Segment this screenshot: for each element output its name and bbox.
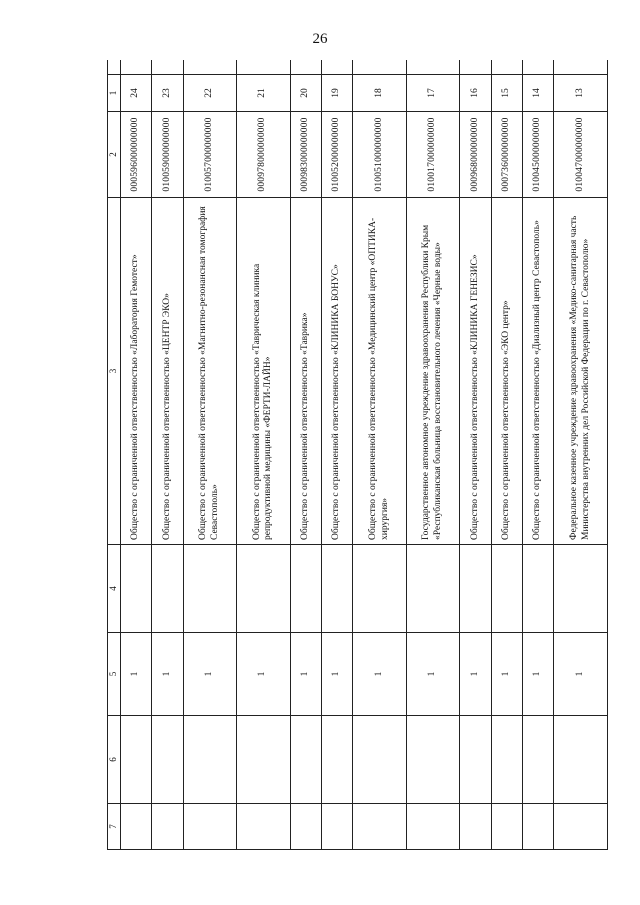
row-col-4 bbox=[152, 545, 183, 633]
table-row bbox=[237, 60, 290, 850]
row-organization-name: Федеральное казенное учреждение здравоохранения «Медико-санитарная часть Министерства внутренних дел Российской Федерации по г. Севастополю» bbox=[554, 198, 608, 545]
row-col-4 bbox=[523, 545, 554, 633]
row-col-7 bbox=[460, 804, 491, 850]
row-code: 010017000000000 bbox=[406, 112, 459, 198]
header-col-3: 3 bbox=[108, 198, 121, 545]
row-organization-name: Общество с ограниченной ответственностью «Таврическая клиника репродуктивной медицины «ФЕРТИ-ЛАЙН» bbox=[237, 198, 290, 545]
table-row bbox=[290, 60, 321, 850]
row-number: 16 bbox=[460, 75, 491, 112]
row-col-5: 1 bbox=[353, 633, 406, 716]
page-number: 26 bbox=[312, 31, 328, 47]
row-code: 010045000000000 bbox=[523, 112, 554, 198]
header-col-4: 4 bbox=[108, 545, 121, 633]
row-col-7 bbox=[491, 804, 522, 850]
row-spacer bbox=[152, 60, 183, 75]
table-row bbox=[322, 60, 353, 850]
row-col-4 bbox=[460, 545, 491, 633]
row-col-5: 1 bbox=[460, 633, 491, 716]
row-col-5: 1 bbox=[183, 633, 236, 716]
row-code: 010059000000000 bbox=[152, 112, 183, 198]
row-number: 15 bbox=[491, 75, 522, 112]
row-col-6 bbox=[290, 716, 321, 804]
row-col-6 bbox=[406, 716, 459, 804]
row-spacer bbox=[460, 60, 491, 75]
row-col-7 bbox=[290, 804, 321, 850]
organizations-table bbox=[107, 60, 608, 850]
landscape-table-container bbox=[107, 60, 608, 850]
row-col-5: 1 bbox=[322, 633, 353, 716]
rotated-table-frame bbox=[107, 60, 608, 850]
row-organization-name: Общество с ограниченной ответственностью «КЛИНИКА ГЕНЕЗИС» bbox=[460, 198, 491, 545]
row-col-5: 1 bbox=[152, 633, 183, 716]
row-code: 000736000000000 bbox=[491, 112, 522, 198]
row-col-6 bbox=[554, 716, 608, 804]
row-code: 000978000000000 bbox=[237, 112, 290, 198]
header-spacer bbox=[108, 60, 121, 75]
table-header-row bbox=[108, 60, 121, 850]
row-col-6 bbox=[322, 716, 353, 804]
row-col-6 bbox=[237, 716, 290, 804]
row-spacer bbox=[322, 60, 353, 75]
row-organization-name: Общество с ограниченной ответственностью «Лаборатория Гемотест» bbox=[121, 198, 152, 545]
row-spacer bbox=[237, 60, 290, 75]
row-code: 000968000000000 bbox=[460, 112, 491, 198]
row-organization-name: Общество с ограниченной ответственностью «ЦЕНТР ЭКО» bbox=[152, 198, 183, 545]
row-spacer bbox=[353, 60, 406, 75]
row-spacer bbox=[183, 60, 236, 75]
row-col-4 bbox=[406, 545, 459, 633]
row-col-4 bbox=[554, 545, 608, 633]
table-row bbox=[523, 60, 554, 850]
row-spacer bbox=[406, 60, 459, 75]
row-col-4 bbox=[353, 545, 406, 633]
row-organization-name: Общество с ограниченной ответственностью «Таврика» bbox=[290, 198, 321, 545]
row-number: 19 bbox=[322, 75, 353, 112]
row-spacer bbox=[121, 60, 152, 75]
row-col-5: 1 bbox=[491, 633, 522, 716]
row-col-5: 1 bbox=[237, 633, 290, 716]
row-col-5: 1 bbox=[121, 633, 152, 716]
row-col-4 bbox=[121, 545, 152, 633]
row-col-6 bbox=[460, 716, 491, 804]
row-code: 010057000000000 bbox=[183, 112, 236, 198]
row-spacer bbox=[523, 60, 554, 75]
row-col-7 bbox=[353, 804, 406, 850]
header-col-1: 1 bbox=[108, 75, 121, 112]
table-row bbox=[406, 60, 459, 850]
row-spacer bbox=[491, 60, 522, 75]
table-row bbox=[152, 60, 183, 850]
row-col-7 bbox=[554, 804, 608, 850]
row-code: 010052000000000 bbox=[322, 112, 353, 198]
table-row bbox=[491, 60, 522, 850]
row-col-5: 1 bbox=[406, 633, 459, 716]
row-spacer bbox=[290, 60, 321, 75]
row-code: 010047000000000 bbox=[554, 112, 608, 198]
row-col-5: 1 bbox=[554, 633, 608, 716]
row-col-7 bbox=[406, 804, 459, 850]
row-col-4 bbox=[237, 545, 290, 633]
table-body bbox=[121, 60, 608, 850]
row-col-6 bbox=[183, 716, 236, 804]
row-spacer bbox=[554, 60, 608, 75]
row-organization-name: Общество с ограниченной ответственностью «Магнитно-резонансная томография Севастополь» bbox=[183, 198, 236, 545]
row-col-4 bbox=[491, 545, 522, 633]
row-col-6 bbox=[353, 716, 406, 804]
table-row bbox=[121, 60, 152, 850]
row-number: 22 bbox=[183, 75, 236, 112]
row-col-6 bbox=[152, 716, 183, 804]
row-col-4 bbox=[183, 545, 236, 633]
row-col-7 bbox=[523, 804, 554, 850]
header-col-6: 6 bbox=[108, 716, 121, 804]
row-col-6 bbox=[121, 716, 152, 804]
row-organization-name: Общество с ограниченной ответственностью «Медицинский центр «ОПТИКА-хирургия» bbox=[353, 198, 406, 545]
row-col-4 bbox=[322, 545, 353, 633]
header-col-2: 2 bbox=[108, 112, 121, 198]
row-col-7 bbox=[237, 804, 290, 850]
row-code: 000596000000000 bbox=[121, 112, 152, 198]
row-number: 13 bbox=[554, 75, 608, 112]
row-number: 21 bbox=[237, 75, 290, 112]
row-col-4 bbox=[290, 545, 321, 633]
row-number: 24 bbox=[121, 75, 152, 112]
row-col-7 bbox=[183, 804, 236, 850]
row-organization-name: Общество с ограниченной ответственностью «КЛИНИКА БОНУС» bbox=[322, 198, 353, 545]
row-col-6 bbox=[491, 716, 522, 804]
row-organization-name: Государственное автономное учреждение здравоохранения Республики Крым «Республиканская больница восстановительного лечения «Черные воды» bbox=[406, 198, 459, 545]
row-organization-name: Общество с ограниченной ответственностью «Диализный центр Севастополь» bbox=[523, 198, 554, 545]
table-row bbox=[183, 60, 236, 850]
row-col-6 bbox=[523, 716, 554, 804]
table-row bbox=[554, 60, 608, 850]
row-col-7 bbox=[152, 804, 183, 850]
row-number: 18 bbox=[353, 75, 406, 112]
row-col-5: 1 bbox=[290, 633, 321, 716]
row-code: 010051000000000 bbox=[353, 112, 406, 198]
table-row bbox=[460, 60, 491, 850]
row-number: 23 bbox=[152, 75, 183, 112]
row-number: 20 bbox=[290, 75, 321, 112]
header-col-7: 7 bbox=[108, 804, 121, 850]
row-number: 14 bbox=[523, 75, 554, 112]
row-code: 000983000000000 bbox=[290, 112, 321, 198]
header-col-5: 5 bbox=[108, 633, 121, 716]
row-number: 17 bbox=[406, 75, 459, 112]
row-col-7 bbox=[322, 804, 353, 850]
row-col-5: 1 bbox=[523, 633, 554, 716]
row-organization-name: Общество с ограниченной ответственностью «ЭКО центр» bbox=[491, 198, 522, 545]
row-col-7 bbox=[121, 804, 152, 850]
table-row bbox=[353, 60, 406, 850]
